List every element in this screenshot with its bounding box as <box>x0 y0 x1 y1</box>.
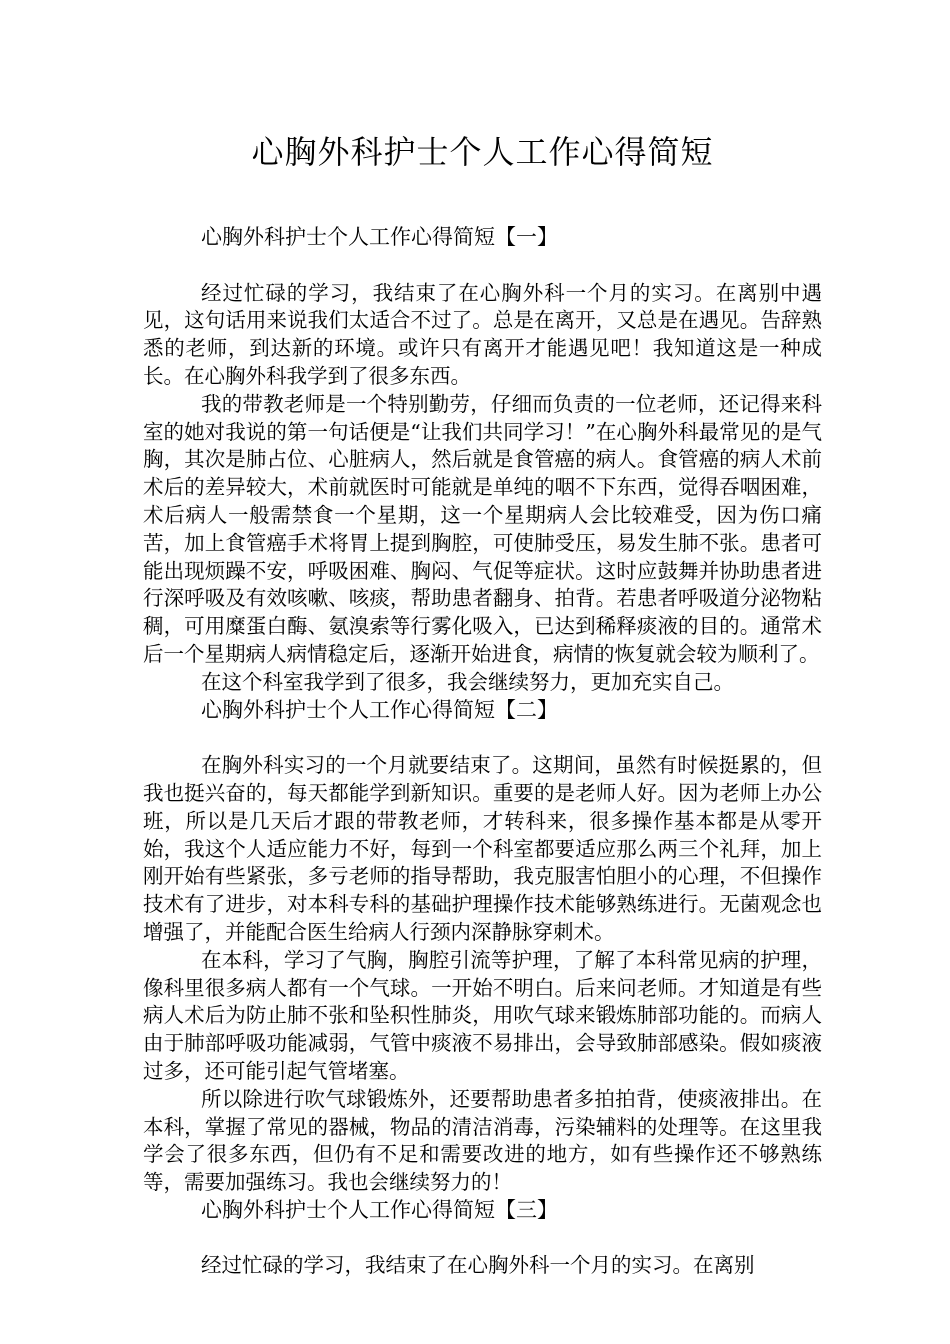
paragraph: 在本科，学习了气胸，胸腔引流等护理，了解了本科常见病的护理，像科里很多病人都有一个气球。一开始不明白。后来问老师。才知道是有些病人术后为防止肺不张和坠积性肺炎，用吹气球来锻炼肺部功能的。而病人由于肺部呼吸功能减弱，气管中痰液不易排出，会导致肺部感染。假如痰液过多，还可能引起气管堵塞。 <box>143 947 822 1083</box>
paragraph: 经过忙碌的学习，我结束了在心胸外科一个月的实习。在离别中遇见，这句话用来说我们太适合不过了。总是在离开，又总是在遇见。告辞熟悉的老师，到达新的环境。或许只有离开才能遇见吧！我知道这是一种成长。在心胸外科我学到了很多东西。 <box>143 280 822 388</box>
section-heading: 心胸外科护士个人工作心得简短【二】 <box>201 697 558 722</box>
paragraph: 在胸外科实习的一个月就要结束了。这期间，虽然有时候挺累的，但我也挺兴奋的，每天都能学到新知识。重要的是老师人好。因为老师上办公班，所以是几天后才跟的带教老师，才转科来，很多操作基本都是从零开始，我这个人适应能力不好，每到一个科室都要适应那么两三个礼拜，加上刚开始有些紧张，多亏老师的指导帮助，我克服害怕胆小的心理，不但操作技术有了进步，对本科专科的基础护理操作技术能够熟练进行。无菌观念也增强了，并能配合医生给病人行颈内深静脉穿刺术。 <box>143 753 822 944</box>
section-heading: 心胸外科护士个人工作心得简短【三】 <box>201 1197 558 1222</box>
section-heading: 心胸外科护士个人工作心得简短【一】 <box>201 225 558 249</box>
paragraph: 在这个科室我学到了很多，我会继续努力，更加充实自己。 <box>201 669 734 694</box>
section-1 <box>143 224 822 697</box>
section-2 <box>143 697 822 1197</box>
blank-line <box>143 252 822 280</box>
section-3 <box>143 1197 822 1280</box>
blank-line <box>143 724 822 752</box>
paragraph: 我的带教老师是一个特别勤劳，仔细而负责的一位老师，还记得来科室的她对我说的第一句话便是“让我们共同学习！”在心胸外科最常见的是气胸，其次是肺占位、心脏病人，然后就是食管癌的病人。食管癌的病人术前术后的差异较大，术前就医时可能就是单纯的咽不下东西，觉得吞咽困难，术后病人一般需禁食一个星期，这一个星期病人会比较难受，因为伤口痛苦，加上食管癌手术将胃上提到胸腔，可使肺受压，易发生肺不张。患者可能出现烦躁不安，呼吸困难、胸闷、气促等症状。这时应鼓舞并协助患者进行深呼吸及有效咳嗽、咳痰，帮助患者翻身、拍背。若患者呼吸道分泌物粘稠，可用糜蛋白酶、氨溴索等行雾化吸入，已达到稀释痰液的目的。通常术后一个星期病人病情稳定后，逐渐开始进食，病情的恢复就会较为顺利了。 <box>143 391 822 666</box>
document-title: 心胸外科护士个人工作心得简短 <box>251 133 714 171</box>
paragraph: 所以除进行吹气球锻炼外，还要帮助患者多拍拍背，使痰液排出。在本科，掌握了常见的器械，物品的清洁消毒，污染辅料的处理等。在这里我学会了很多东西，但仍有不足和需要改进的地方，如有些操作还不够熟练等，需要加强练习。我也会继续努力的！ <box>143 1086 822 1195</box>
paragraph: 经过忙碌的学习，我结束了在心胸外科一个月的实习。在离别 <box>201 1253 755 1278</box>
blank-line <box>143 1225 822 1253</box>
